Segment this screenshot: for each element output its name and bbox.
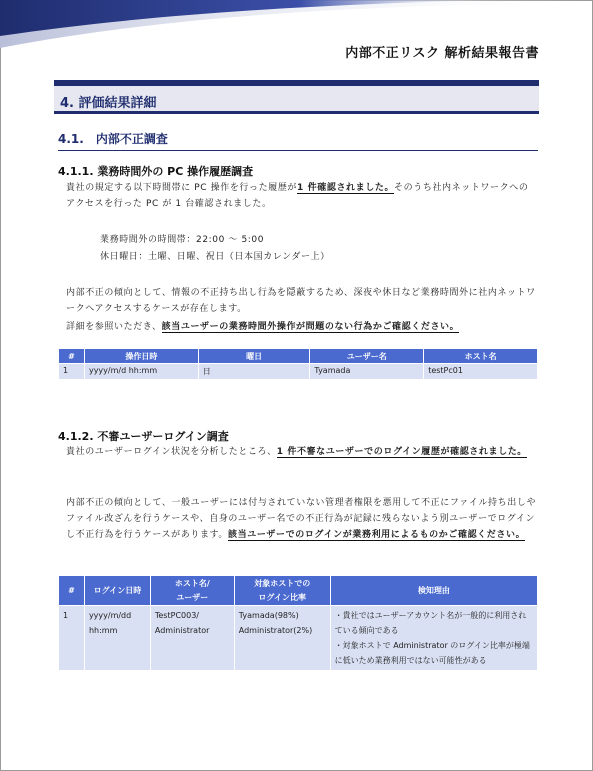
- text: そのうち社内ネットワークへのアクセスを行った PC が 1 台確認されました。: [66, 183, 529, 209]
- paragraph-4-1-2-intro: [58, 444, 538, 460]
- paragraph-4-1-1-request: [58, 319, 538, 335]
- col-header: ホスト名/ ユーザー: [150, 576, 234, 606]
- suspicious-login-table: [58, 575, 538, 671]
- cell-host-user: TestPC003/ Administrator: [150, 606, 234, 671]
- underlined-request: 該当ユーザーでのログインが業務利用によるものかご確認ください。: [228, 530, 526, 540]
- col-header: 操作日時: [84, 349, 198, 364]
- reason-item: ・対象ホストで Administrator のログイン比率が極端に低いため業務利用ではない可能性がある: [334, 641, 530, 665]
- paragraph-4-1-2-trend: [58, 495, 538, 543]
- col-header: 検知理由: [330, 576, 537, 606]
- table-header-row: [59, 576, 538, 606]
- cell-datetime: yyyy/m/dd hh:mm: [84, 606, 150, 671]
- underlined-finding: 1 件不審なユーザーでのログイン履歴が確認されました。: [276, 447, 527, 457]
- cell-weekday: 日: [198, 364, 310, 380]
- section-title: 4. 評価結果詳細: [60, 96, 157, 111]
- cell-username: Tyamada: [310, 364, 424, 380]
- col-header: 曜日: [198, 349, 310, 364]
- subsection-title: 4.1. 内部不正調査: [58, 132, 168, 146]
- underlined-finding: 1 件確認されました。: [297, 183, 395, 193]
- col-header: 対象ホストでの ログイン比率: [234, 576, 330, 606]
- text: 詳細を参照いただき、: [66, 322, 162, 332]
- reason-item: ・貴社ではユーザーアカウント名が一般的に利用されている傾向である: [334, 611, 527, 635]
- section-title-band: [54, 86, 539, 114]
- off-hours-setting: 業務時間外の時間帯：22:00 ～ 5:00: [100, 235, 265, 245]
- col-header: #: [59, 349, 85, 364]
- text: 貴社のユーザーログイン状況を分析したところ、: [66, 447, 277, 457]
- paragraph-4-1-1-intro: [58, 180, 538, 212]
- col-header: ユーザー名: [310, 349, 424, 364]
- heading-4-1-2: 4.1.2. 不審ユーザーログイン調査: [58, 430, 229, 443]
- paragraph-4-1-1-trend: 内部不正の傾向として、情報の不正持ち出し行為を隠蔽するため、深夜や休日など業務時間外に社内ネットワークへアクセスするケースが存在します。: [66, 288, 536, 314]
- table-header-row: [59, 349, 538, 364]
- cell-num: 1: [59, 606, 85, 671]
- report-title: 内部不正リスク 解析結果報告書: [345, 46, 539, 61]
- table-row: [59, 606, 538, 671]
- heading-4-1-1: 4.1.1. 業務時間外の PC 操作履歴調査: [58, 165, 254, 178]
- col-header: ログイン日時: [84, 576, 150, 606]
- underlined-request: 該当ユーザーの業務時間外操作が問題のない行為かご確認ください。: [161, 322, 460, 332]
- text: 貴社の規定する以下時間帯に PC 操作を行った履歴が: [66, 183, 298, 193]
- holiday-setting: 休日曜日：土曜、日曜、祝日（日本国カレンダー上）: [100, 252, 330, 262]
- cell-datetime: yyyy/m/d hh:mm: [84, 364, 198, 380]
- cell-num: 1: [59, 364, 85, 380]
- table-row: [59, 364, 538, 380]
- cell-login-ratio: Tyamada(98%) Administrator(2%): [234, 606, 330, 671]
- cell-reason: [330, 606, 537, 671]
- col-header: #: [59, 576, 85, 606]
- subsection-rule: [58, 150, 538, 151]
- cell-hostname: testPc01: [424, 364, 538, 380]
- off-hours-table: [58, 348, 538, 380]
- text: 内部不正の傾向として、一般ユーザーには付与されていない管理者権限を悪用して不正にファイル持ち出しやファイル改ざんを行うケースや、自身のユーザー名での不正行為が記録に残らないよう別ユーザーでログインし不正行為を行うケースがあります。: [66, 498, 537, 540]
- col-header: ホスト名: [424, 349, 538, 364]
